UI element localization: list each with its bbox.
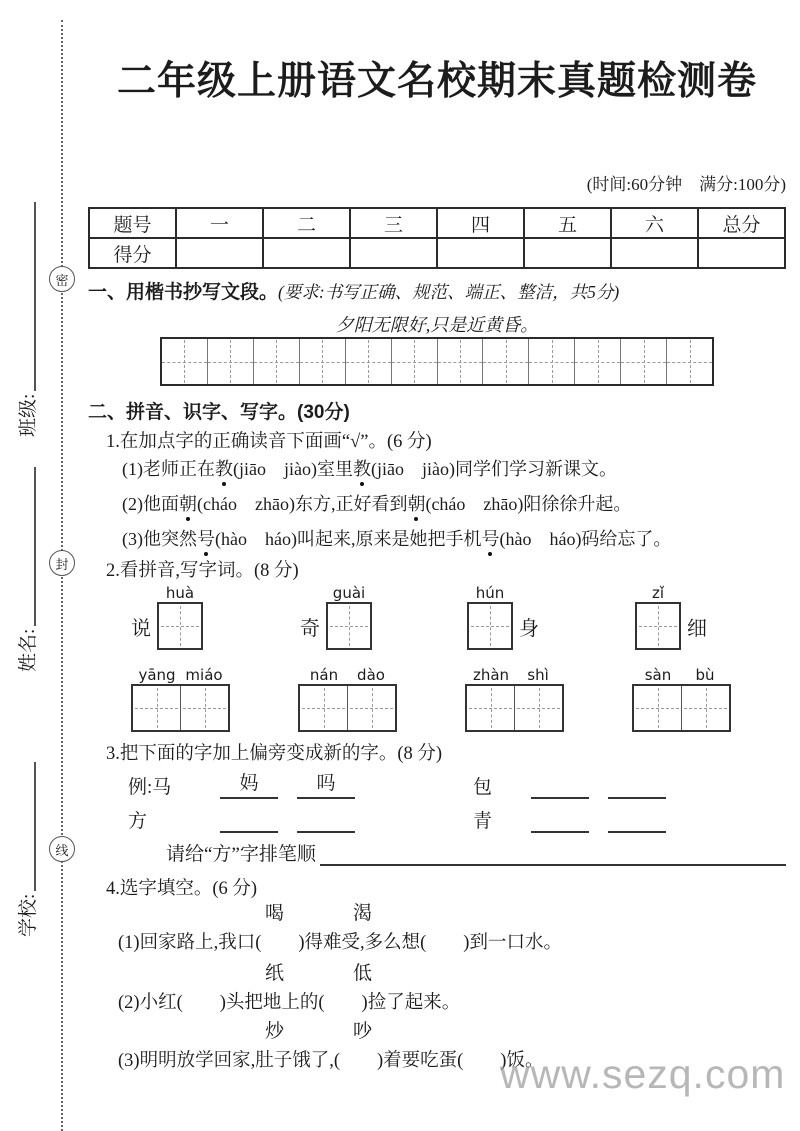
school-field <box>14 760 40 937</box>
q3-base-char: 青 <box>473 811 493 832</box>
name-field-label: 姓名: <box>18 628 39 672</box>
q4-choice-char: 吵 <box>353 1021 373 1042</box>
q2-double-1 <box>131 666 230 732</box>
q4-choice-char: 炒 <box>265 1021 285 1042</box>
tianzige-cell[interactable] <box>348 686 395 730</box>
dotted-char: 教 <box>215 455 233 481</box>
given-char: 奇 <box>300 617 320 640</box>
seal-char-1: 密 <box>49 266 75 292</box>
given-char: 细 <box>687 617 707 640</box>
q2-prompt: 2.看拼音,写字词。(8 分) <box>106 561 299 581</box>
q2-single-1 <box>131 584 203 650</box>
tianzige-cell[interactable] <box>300 686 348 730</box>
q2-single-2 <box>300 584 372 650</box>
class-field-label: 班级: <box>18 393 39 437</box>
q3-group-r1-c2 <box>473 771 666 799</box>
score-cell[interactable] <box>437 238 524 268</box>
dotted-char: 教 <box>353 455 371 481</box>
q1-text: (2)他面 <box>122 494 179 514</box>
tianzige-box[interactable] <box>326 602 372 650</box>
writing-cell[interactable] <box>438 339 484 384</box>
double-tianzige-box[interactable] <box>465 684 564 732</box>
pinyin-box-column <box>467 584 513 650</box>
dotted-char: 号 <box>197 525 215 551</box>
q2-double-3 <box>465 666 564 732</box>
pinyin-syllable: shì <box>527 666 549 684</box>
q2-double-4 <box>632 666 731 732</box>
page-title: 二年级上册语文名校期末真题检测卷 <box>116 60 757 103</box>
section2-heading: 二、拼音、识字、写字。(30分) <box>88 402 350 423</box>
score-table-col-一: 一 <box>176 208 263 238</box>
pinyin-pair <box>468 666 562 684</box>
section1-heading <box>88 277 619 304</box>
class-field-line[interactable] <box>34 202 36 391</box>
score-cell[interactable] <box>350 238 437 268</box>
pinyin-box-column <box>157 584 203 650</box>
tianzige-cell[interactable] <box>634 686 682 730</box>
pinyin-syllable: sàn <box>644 666 672 684</box>
writing-cell[interactable] <box>392 339 438 384</box>
q1-text: (cháo zhāo)阳徐徐升起。 <box>425 494 632 514</box>
pinyin-syllable: yāng <box>138 666 176 684</box>
double-tianzige-box[interactable] <box>298 684 397 732</box>
q4-choice-char: 低 <box>353 963 373 984</box>
tianzige-cell[interactable] <box>515 686 562 730</box>
q1-text: (hào háo)叫起来,原来是她把手机 <box>215 529 482 549</box>
score-cell[interactable] <box>698 238 785 268</box>
q1-text: (1)老师正在 <box>122 459 215 479</box>
q3-example-answer: 妈 <box>220 771 278 799</box>
name-field-line[interactable] <box>34 467 36 626</box>
score-cell[interactable] <box>263 238 350 268</box>
q1-item-2 <box>122 490 631 516</box>
q3-group-r1-c1 <box>128 771 355 799</box>
tianzige-box[interactable] <box>157 602 203 650</box>
q1-text: (jiāo jiào)同学们学习新课文。 <box>370 459 617 479</box>
q3-example-answer: 吗 <box>297 771 355 799</box>
q4-choice-char: 纸 <box>265 963 285 984</box>
q3-base-char: 包 <box>473 777 493 798</box>
writing-cell[interactable] <box>254 339 300 384</box>
q1-prompt: 1.在加点字的正确读音下面画“√”。(6 分) <box>106 432 432 452</box>
double-tianzige-box[interactable] <box>131 684 230 732</box>
q3-answer-blank[interactable] <box>531 771 589 799</box>
score-table-col-四: 四 <box>437 208 524 238</box>
seal-char-3: 线 <box>49 836 75 862</box>
writing-cell[interactable] <box>529 339 575 384</box>
q3-base-char: 方 <box>128 811 148 832</box>
score-table-col-二: 二 <box>263 208 350 238</box>
q1-text: (cháo zhāo)东方,正好看到 <box>197 494 408 514</box>
class-field <box>14 200 40 437</box>
q3-base-char: 例:马 <box>128 777 172 798</box>
pinyin-label: huà <box>165 584 195 602</box>
name-field <box>14 465 40 672</box>
pinyin-pair <box>134 666 228 684</box>
q4-sentence-1: (1)回家路上,我口( )得难受,多么想( )到一口水。 <box>118 933 562 953</box>
pinyin-syllable: nán <box>309 666 339 684</box>
q4-choices-1 <box>265 898 372 925</box>
q1-text: (jiāo jiào)室里 <box>233 459 353 479</box>
tianzige-box[interactable] <box>635 602 681 650</box>
q3-stroke-order <box>166 839 786 866</box>
q3-answer-blank[interactable] <box>608 805 666 833</box>
pinyin-label: hún <box>475 584 505 602</box>
score-table-col-五: 五 <box>524 208 611 238</box>
dotted-char: 号 <box>481 525 499 551</box>
pinyin-label: zǐ <box>651 584 665 602</box>
score-cell[interactable] <box>611 238 698 268</box>
school-field-line[interactable] <box>34 762 36 891</box>
q4-sentence-3: (3)明明放学回家,肚子饿了,( )着要吃蛋( )饭。 <box>118 1051 544 1071</box>
pinyin-box-column <box>326 584 372 650</box>
q1-text: (3)他突然 <box>122 529 197 549</box>
copy-sentence: 夕阳无限好,只是近黄昏。 <box>335 315 539 335</box>
score-table-col-总分: 总分 <box>698 208 785 238</box>
exam-meta: (时间:60分钟 满分:100分) <box>586 175 786 194</box>
q3-stroke-prompt: 请给“方”字排笔顺 <box>166 844 316 865</box>
section1-requirement: (要求:书写正确、规范、端正、整洁，共5分) <box>278 282 620 302</box>
seal-char-2: 封 <box>49 550 75 576</box>
score-table <box>88 207 786 269</box>
writing-cell[interactable] <box>483 339 529 384</box>
writing-cell[interactable] <box>208 339 254 384</box>
q3-stroke-answer-line[interactable] <box>320 840 786 866</box>
given-char: 身 <box>519 617 539 640</box>
q4-choices-2 <box>265 958 372 985</box>
tianzige-cell[interactable] <box>467 686 515 730</box>
q3-answer-blank[interactable] <box>531 805 589 833</box>
school-field-label: 学校: <box>18 893 39 937</box>
writing-cell[interactable] <box>575 339 621 384</box>
pinyin-syllable: dào <box>357 666 385 684</box>
pinyin-label: guài <box>332 584 366 602</box>
double-tianzige-box[interactable] <box>632 684 731 732</box>
pinyin-pair <box>635 666 729 684</box>
q4-prompt: 4.选字填空。(6 分) <box>106 879 258 899</box>
q3-answer-blank[interactable] <box>608 771 666 799</box>
tianzige-cell[interactable] <box>181 686 228 730</box>
q2-double-2 <box>298 666 397 732</box>
q4-choice-char: 渴 <box>353 903 373 924</box>
q3-group-r2-c2 <box>473 805 666 833</box>
q1-text: (hào háo)码给忘了。 <box>499 529 672 549</box>
pinyin-syllable: bù <box>695 666 715 684</box>
score-cell[interactable] <box>524 238 611 268</box>
pinyin-syllable: zhàn <box>472 666 510 684</box>
tianzige-box[interactable] <box>467 602 513 650</box>
q4-choices-3 <box>265 1016 372 1043</box>
score-cell[interactable] <box>176 238 263 268</box>
pinyin-pair <box>301 666 395 684</box>
score-table-header-label: 题号 <box>89 208 176 238</box>
tianzige-cell[interactable] <box>682 686 729 730</box>
q4-sentence-2: (2)小红( )头把地上的( )捡了起来。 <box>118 993 461 1013</box>
q3-prompt: 3.把下面的字加上偏旁变成新的字。(8 分) <box>106 744 443 764</box>
tianzige-cell[interactable] <box>133 686 181 730</box>
q1-item-1 <box>122 455 617 481</box>
watermark: www.sezq.com <box>500 1051 786 1097</box>
pinyin-box-column <box>635 584 681 650</box>
writing-cell[interactable] <box>346 339 392 384</box>
writing-cell[interactable] <box>621 339 667 384</box>
dotted-char: 朝 <box>179 490 197 516</box>
copy-writing-grid[interactable] <box>160 337 714 386</box>
writing-cell[interactable] <box>300 339 346 384</box>
section1-heading-text: 一、用楷书抄写文段。 <box>88 282 279 303</box>
dotted-char: 朝 <box>407 490 425 516</box>
writing-cell[interactable] <box>162 339 208 384</box>
q2-single-3 <box>467 584 539 650</box>
writing-cell[interactable] <box>667 339 712 384</box>
score-row-label: 得分 <box>89 238 176 268</box>
q1-item-3 <box>122 525 671 551</box>
score-table-col-三: 三 <box>350 208 437 238</box>
q3-answer-blank[interactable] <box>220 805 278 833</box>
score-table-col-六: 六 <box>611 208 698 238</box>
given-char: 说 <box>131 617 151 640</box>
q3-answer-blank[interactable] <box>297 805 355 833</box>
q3-group-r2-c1 <box>128 805 355 833</box>
q2-single-4 <box>635 584 707 650</box>
q4-choice-char: 喝 <box>265 903 285 924</box>
pinyin-syllable: miáo <box>185 666 223 684</box>
